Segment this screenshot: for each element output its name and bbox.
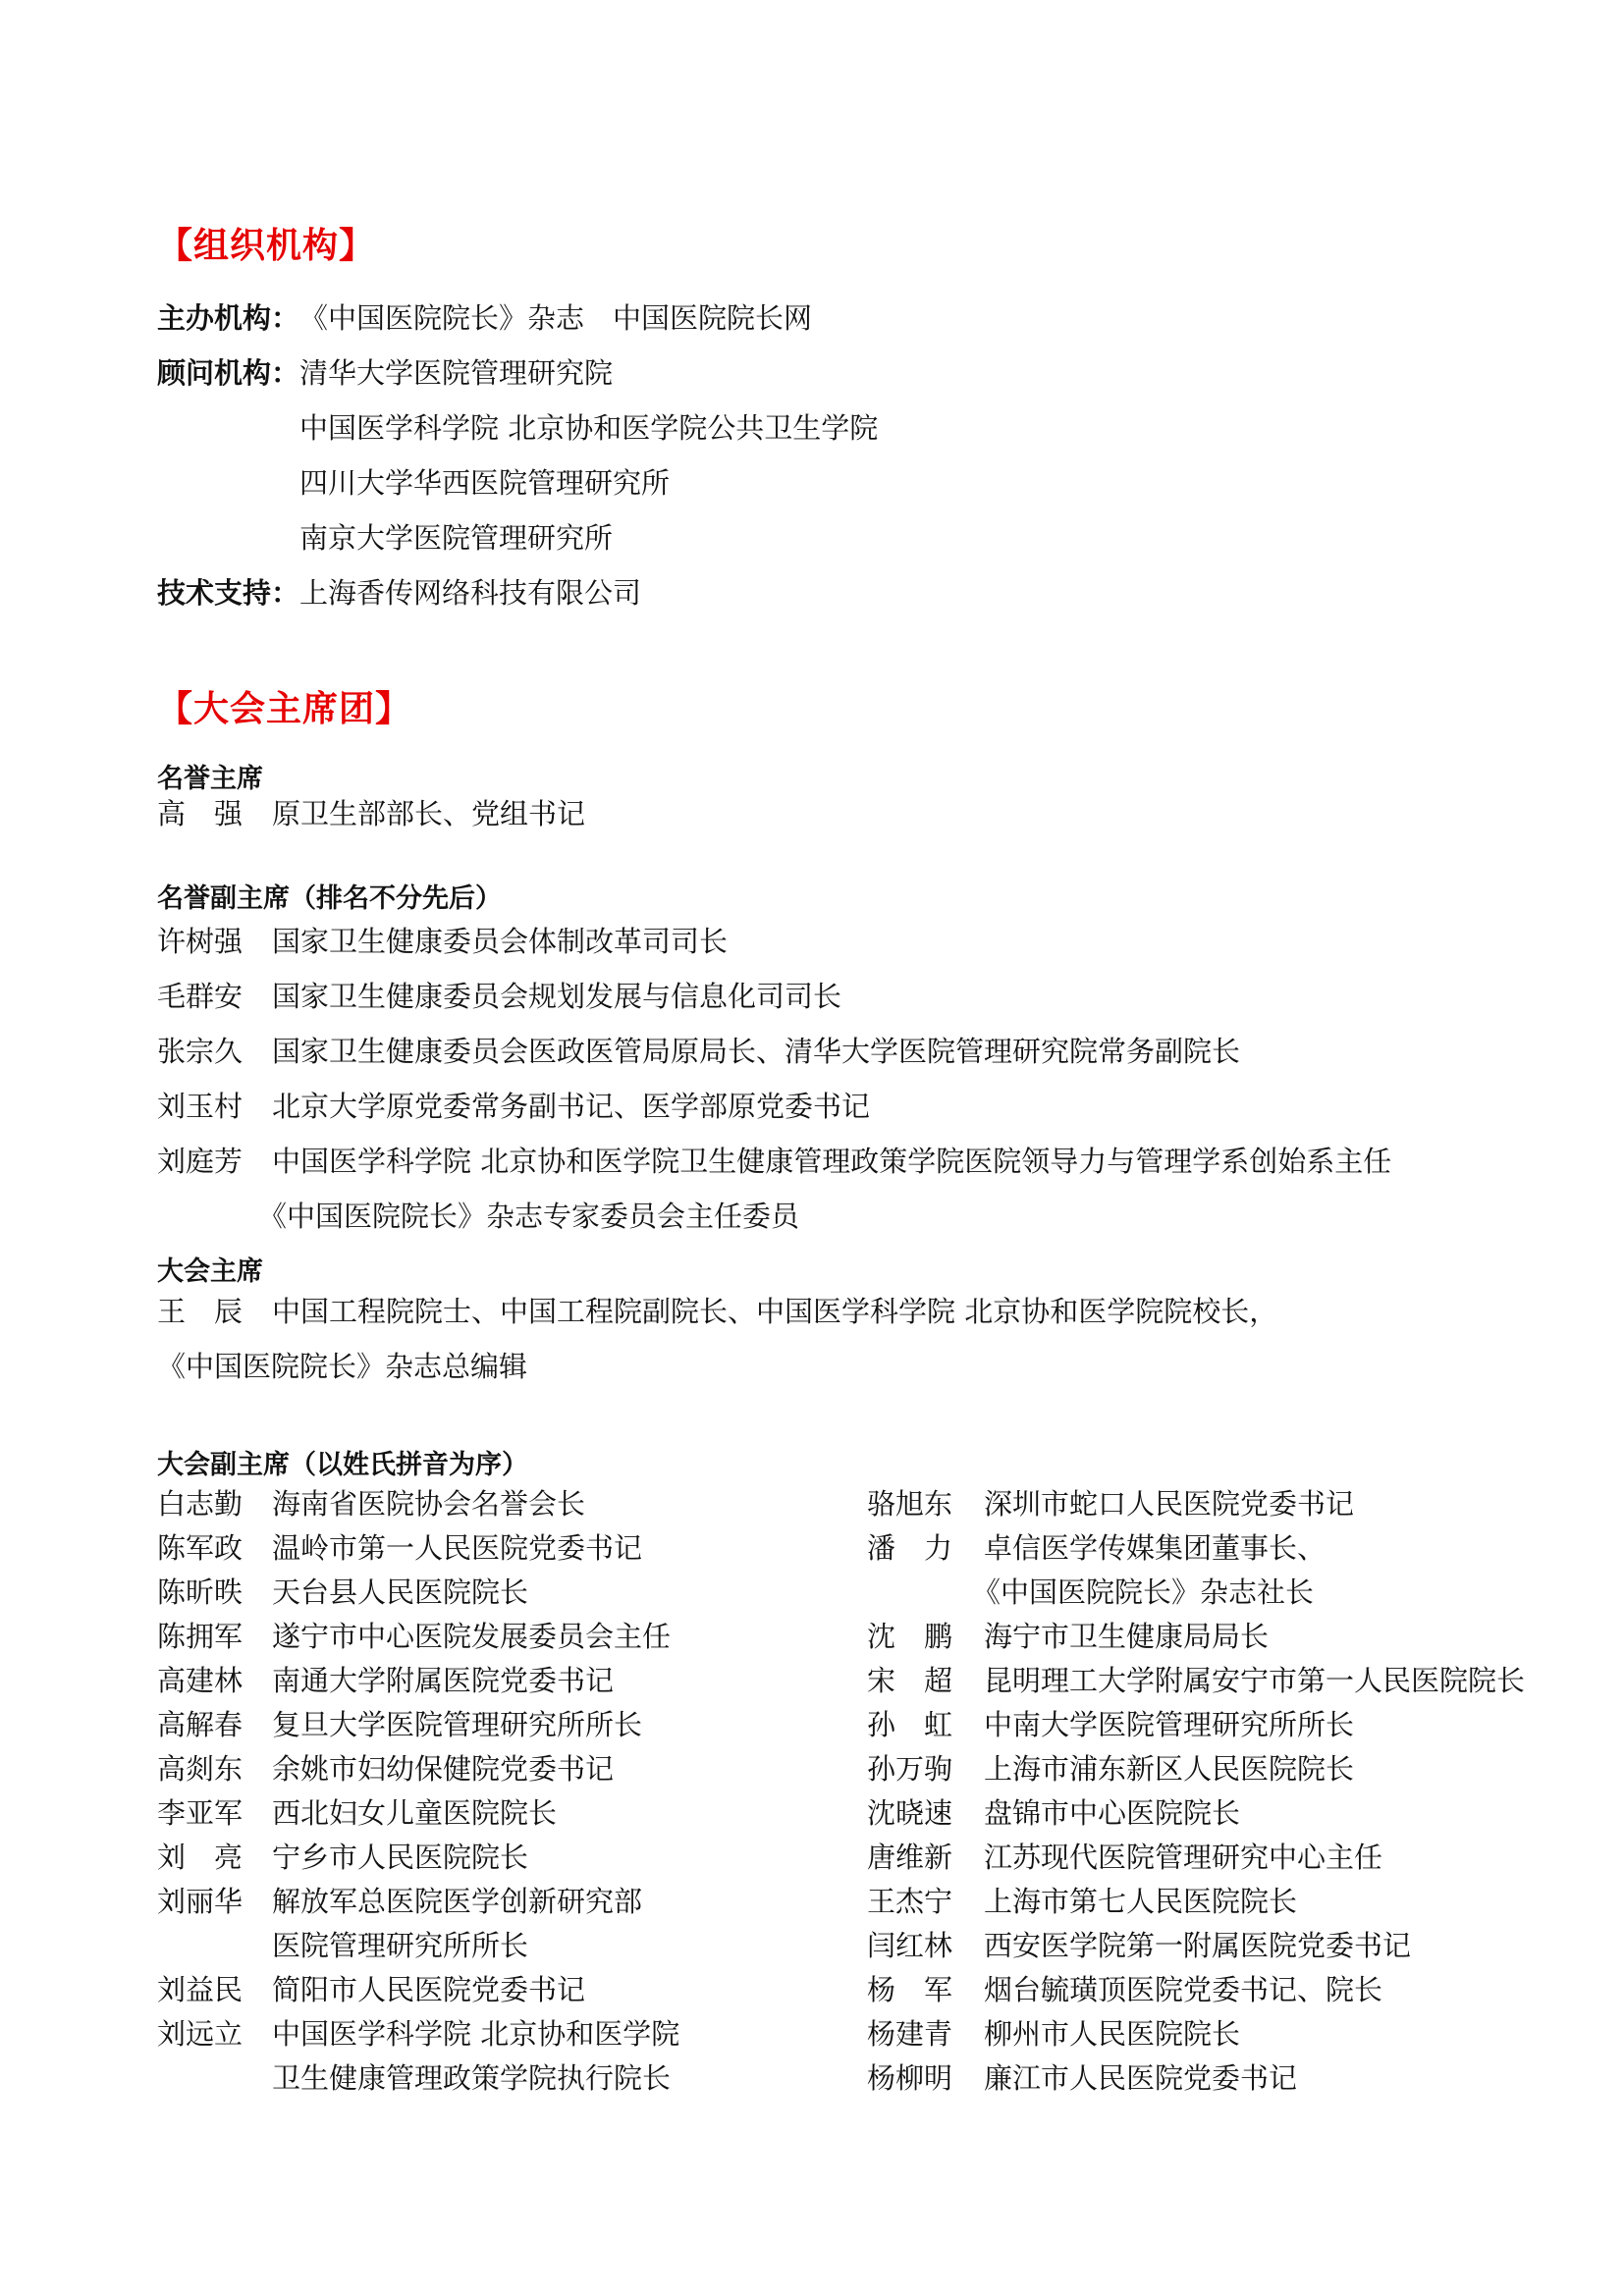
person-name: 陈军政 xyxy=(157,1531,244,1565)
vice-title: 大会副主席（以姓氏拼音为序） xyxy=(157,1450,528,1480)
person-name: 孙万驹 xyxy=(867,1752,953,1786)
advisor-item: 中国医学科学院 北京协和医学院公共卫生学院 xyxy=(299,411,879,445)
person-role: 解放军总医院医学创新研究部 xyxy=(272,1885,643,1918)
person-role: 国家卫生健康委员会医政医管局原局长、清华大学医院管理研究院常务副院长 xyxy=(272,1035,1241,1068)
person-role: 中国医学科学院 北京协和医学院 xyxy=(272,2017,680,2051)
person-role: 海宁市卫生健康局局长 xyxy=(984,1620,1270,1653)
person-name: 高建林 xyxy=(157,1664,244,1697)
person-name: 刘玉村 xyxy=(157,1090,244,1123)
person-name: 杨 军 xyxy=(867,1973,953,2006)
person-role-continued: 《中国医院院长》杂志专家委员会主任委员 xyxy=(258,1200,800,1233)
honorary-title: 名誉主席 xyxy=(157,764,263,794)
person-role: 廉江市人民医院党委书记 xyxy=(984,2061,1298,2095)
person-role: 国家卫生健康委员会体制改革司司长 xyxy=(272,925,729,958)
person-role-continued: 《中国医院院长》杂志社长 xyxy=(972,1575,1315,1609)
advisor-label: 顾问机构： xyxy=(157,356,300,390)
advisor-item: 南京大学医院管理研究所 xyxy=(299,521,614,555)
person-name: 孙 虹 xyxy=(867,1708,953,1741)
person-name: 白志勤 xyxy=(157,1487,244,1521)
person-role: 温岭市第一人民医院党委书记 xyxy=(272,1531,643,1565)
person-name: 杨建青 xyxy=(867,2017,953,2051)
person-name: 潘 力 xyxy=(867,1531,953,1565)
person-name: 陈昕昳 xyxy=(157,1575,244,1609)
person-role: 盘锦市中心医院院长 xyxy=(984,1796,1241,1830)
person-name: 唐维新 xyxy=(867,1841,953,1874)
person-role: 宁乡市人民医院院长 xyxy=(272,1841,529,1874)
person-role: 卓信医学传媒集团董事长、 xyxy=(984,1531,1326,1565)
person-role: 南通大学附属医院党委书记 xyxy=(272,1664,615,1697)
person-name: 李亚军 xyxy=(157,1796,244,1830)
person-role: 余姚市妇幼保健院党委书记 xyxy=(272,1752,615,1786)
person-name: 王杰宁 xyxy=(867,1885,953,1918)
person-role: 复旦大学医院管理研究所所长 xyxy=(272,1708,643,1741)
person-name: 王 辰 xyxy=(157,1295,244,1328)
person-role: 深圳市蛇口人民医院党委书记 xyxy=(984,1487,1355,1521)
person-name: 刘远立 xyxy=(157,2017,244,2051)
person-name: 骆旭东 xyxy=(867,1487,953,1521)
person-role-continued: 卫生健康管理政策学院执行院长 xyxy=(272,2061,672,2095)
person-name: 刘庭芳 xyxy=(157,1145,244,1178)
person-role: 中南大学医院管理研究所所长 xyxy=(984,1708,1355,1741)
person-name: 高解春 xyxy=(157,1708,244,1741)
person-name: 陈拥军 xyxy=(157,1620,244,1653)
person-role: 柳州市人民医院院长 xyxy=(984,2017,1241,2051)
tech-value: 上海香传网络科技有限公司 xyxy=(299,576,642,610)
advisor-item: 清华大学医院管理研究院 xyxy=(299,356,614,390)
person-name: 宋 超 xyxy=(867,1664,953,1697)
person-name: 毛群安 xyxy=(157,980,244,1013)
person-role: 昆明理工大学附属安宁市第一人民医院院长 xyxy=(984,1664,1526,1697)
person-role: 烟台毓璜顶医院党委书记、院长 xyxy=(984,1973,1383,2006)
person-name: 刘丽华 xyxy=(157,1885,244,1918)
honorary-vice-title: 名誉副主席（排名不分先后） xyxy=(157,883,502,914)
person-name: 刘 亮 xyxy=(157,1841,244,1874)
person-role-continued: 医院管理研究所所长 xyxy=(272,1929,529,1962)
person-name: 高剡东 xyxy=(157,1752,244,1786)
person-name: 杨柳明 xyxy=(867,2061,953,2095)
person-role: 简阳市人民医院党委书记 xyxy=(272,1973,586,2006)
person-role: 北京大学原党委常务副书记、医学部原党委书记 xyxy=(272,1090,871,1123)
person-name: 高 强 xyxy=(157,797,244,830)
person-name: 沈 鹏 xyxy=(867,1620,953,1653)
person-role: 海南省医院协会名誉会长 xyxy=(272,1487,586,1521)
advisor-item: 四川大学华西医院管理研究所 xyxy=(299,466,671,500)
host-label: 主办机构： xyxy=(157,301,300,335)
presidium-heading: 【大会主席团】 xyxy=(157,689,412,729)
person-role: 国家卫生健康委员会规划发展与信息化司司长 xyxy=(272,980,842,1013)
person-name: 闫红林 xyxy=(867,1929,953,1962)
person-role-continued: 《中国医院院长》杂志总编辑 xyxy=(157,1350,528,1383)
person-role: 西安医学院第一附属医院党委书记 xyxy=(984,1929,1412,1962)
chair-title: 大会主席 xyxy=(157,1256,263,1287)
tech-label: 技术支持： xyxy=(157,576,300,610)
person-role: 上海市第七人民医院院长 xyxy=(984,1885,1298,1918)
person-role: 上海市浦东新区人民医院院长 xyxy=(984,1752,1355,1786)
person-role: 中国工程院院士、中国工程院副院长、中国医学科学院 北京协和医学院院校长， xyxy=(272,1295,1278,1328)
person-role: 江苏现代医院管理研究中心主任 xyxy=(984,1841,1383,1874)
person-name: 刘益民 xyxy=(157,1973,244,2006)
person-role: 中国医学科学院 北京协和医学院卫生健康管理政策学院医院领导力与管理学系创始系主任 xyxy=(272,1145,1392,1178)
person-name: 张宗久 xyxy=(157,1035,244,1068)
person-role: 西北妇女儿童医院院长 xyxy=(272,1796,558,1830)
person-role: 原卫生部部长、党组书记 xyxy=(272,797,586,830)
person-name: 许树强 xyxy=(157,925,244,958)
person-name: 沈晓速 xyxy=(867,1796,953,1830)
person-role: 遂宁市中心医院发展委员会主任 xyxy=(272,1620,672,1653)
person-role: 天台县人民医院院长 xyxy=(272,1575,529,1609)
host-value: 《中国医院院长》杂志 中国医院院长网 xyxy=(299,301,813,335)
org-heading: 【组织机构】 xyxy=(157,226,376,266)
